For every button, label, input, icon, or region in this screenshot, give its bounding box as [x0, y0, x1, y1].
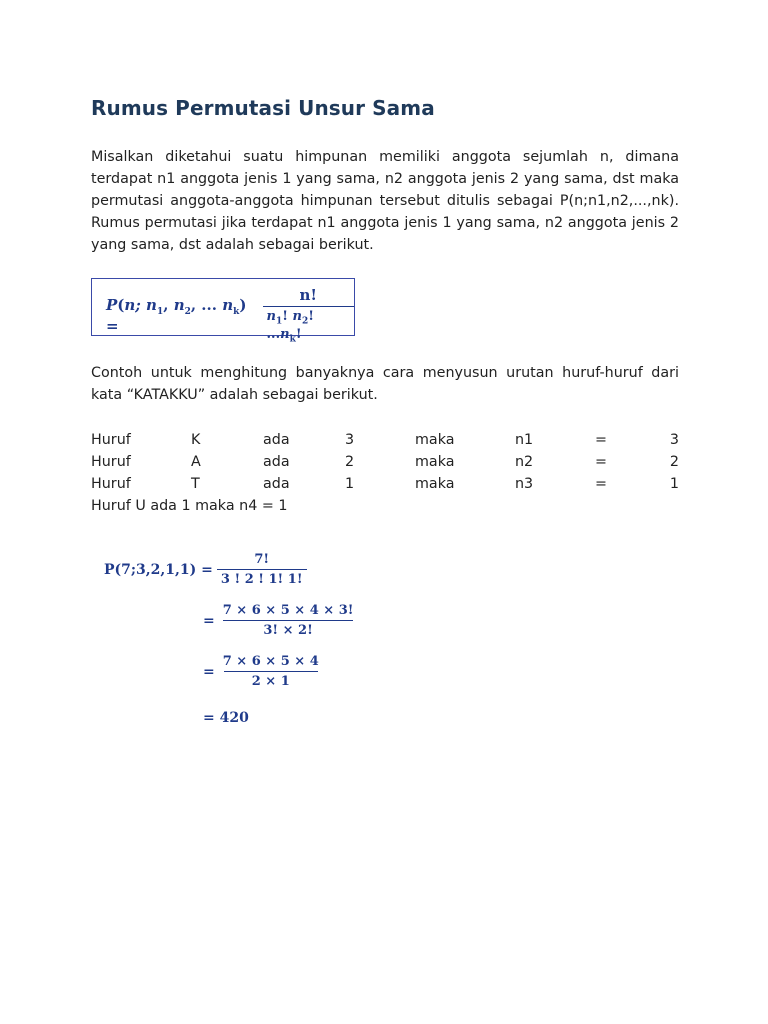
intro-paragraph: Misalkan diketahui suatu himpunan memiliki anggota sejumlah n, dimana terdapat n1 anggota jenis 1 yang sama, n2 anggota jenis 2 yang sama, dst maka permutasi anggota-anggota himpunan tersebut ditulis sebagai P(n;n1,n2,...,nk). Rumus permutasi jika terdapat n1 anggota jenis 1 yang sama, n2 anggota jenis 2 yang sama, dst adalah sebagai berikut.	[91, 149, 679, 253]
calc-step-2: = $\frac{7 \times 6 \times 5 \times 4 \times 3!}{3! \times 2!}$	[203, 603, 357, 638]
formula-denominator: $n_1$! $n_2$! $...n_k$!	[263, 306, 354, 344]
calc-step-3: = $\frac{7 \times 6 \times 5 \times 4}{2 \times 1}$	[203, 654, 323, 689]
letter-count-table	[91, 429, 679, 495]
calc-fraction-2: $\frac{7 \times 6 \times 5 \times 4 \times 3!}{3! \times 2!}$	[222, 603, 354, 638]
general-formula	[106, 286, 354, 344]
formula-fraction	[263, 286, 354, 344]
table-row: Huruf T ada 1 maka n3 = 1	[91, 476, 679, 492]
example-paragraph: Contoh untuk menghitung banyaknya cara menyusun urutan huruf-huruf dari kata “KATAKKU” adalah sebagai berikut.	[91, 365, 679, 403]
calc-fraction-1: $\frac{7!}{3 ! 2 ! 1! 1!}$	[217, 552, 307, 587]
formula-lhs: P(n; $n_1$, $n_2$, ... $n_k$) =	[106, 295, 247, 335]
calc-lhs: P(7;3,2,1,1) =	[104, 561, 213, 578]
calc-step-1	[104, 552, 307, 587]
formula-numerator: n!	[299, 286, 318, 304]
letter-u-line: Huruf U ada 1 maka n4 = 1	[91, 498, 288, 514]
table-row: Huruf K ada 3 maka n1 = 3	[91, 432, 679, 448]
formula-box	[91, 278, 355, 345]
calc-fraction-3: $\frac{7 \times 6 \times 5 \times 4}{2 \times 1}$	[222, 654, 319, 689]
page-title: Rumus Permutasi Unsur Sama	[91, 96, 435, 120]
table-row: Huruf A ada 2 maka n2 = 2	[91, 454, 679, 470]
calc-result: = 420	[203, 710, 249, 726]
